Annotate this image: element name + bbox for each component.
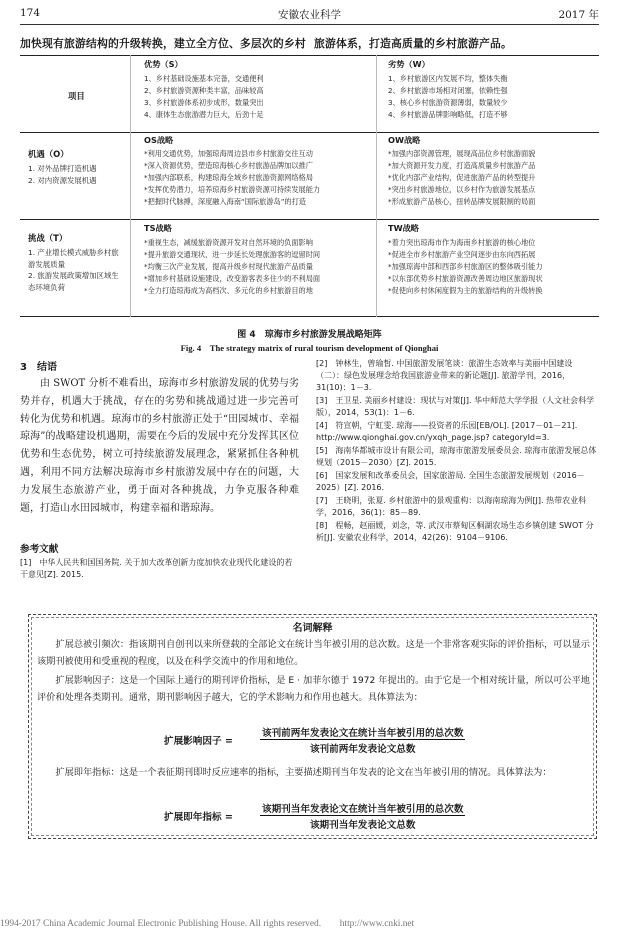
threats-list (28, 247, 126, 293)
reference-item: [5] 海南华都城市设计有限公司，琼海市旅游发展委员会. 琼海市旅游发展总体规划（2015－2030）[Z]. 2015. (316, 446, 597, 468)
list-item: 2. 对内资源发展机遇 (28, 175, 97, 185)
list-item: *促使向乡村休闲度假为主的旅游结构的升级转换 (388, 286, 543, 295)
wo-strategy-title: OW战略 (388, 135, 421, 145)
list-item: *增加乡村基础设施建设，改变游客表多住少的不利局面 (144, 274, 321, 283)
list-item: 1、乡村旅游区内发展不均，整体失衡 (388, 74, 508, 83)
list-item: *全力打造琼海成为高档次、多元化的乡村旅游目的地 (144, 286, 313, 295)
list-item: *把握时代脉搏，深度融入海南“国际旅游岛”的打造 (144, 197, 306, 206)
opportunities-list (28, 163, 126, 186)
journal-year: 2017 年 (558, 9, 599, 21)
reference-item: [6] 国家发展和改革委员会，国家旅游局. 全国生态旅游发展规划（2016－2025）[Z]. 2016. (316, 471, 585, 493)
list-item: *加大资源开发力度，打造高质量乡村旅游产品 (388, 161, 536, 170)
matrix-rule-2 (20, 219, 599, 220)
strategy-matrix (20, 55, 599, 317)
conclusion-paragraph: 由 SWOT 分析不难看出，琼海市乡村旅游发展的优势与劣势并存，机遇大于挑战，存在的劣势和挑战通过进一步完善可转化为优势和机遇。琼海市的乡村旅游正处于“田园城市、幸福琼海”的战略建设机遇期，需要在今后的发展中充分发挥其区位优势和生态优势，树立可持续旅游发展理念，紧紧抓住各种机遇，利用不同方法解决琼海市乡村旅游发展中存在的问题，大力发展生态旅游产业，勇于面对各种挑战，力争克服各种难题，打造山水田园城市，构建幸福和谐琼海。 (20, 378, 299, 514)
glossary-immediacy: 扩展即年指标：这是一个表征期刊即时反应速率的指标，主要描述期刊当年发表的论文在当年被引用的情况。具体算法为： (55, 767, 552, 778)
glossary-box (28, 614, 597, 839)
wo-strategy-list (388, 148, 535, 208)
list-item: 4、乡村旅游品牌影响略低，打造不够 (388, 110, 508, 119)
list-item: *发挥优势潜力，培养琼海乡村旅游资源可持续发展能力 (144, 185, 321, 194)
continuation-left: 加快现有旅游结构的升级转换，建立全方位、多层次的乡村 (20, 37, 306, 50)
list-item: 2、乡村旅游资源种类丰富，品味较高 (144, 86, 264, 95)
list-item: *加强内部联系，构建琼海全域乡村旅游资源网络格局 (144, 173, 313, 182)
formula-fraction (260, 801, 465, 831)
st-strategy-title: TS战略 (144, 223, 172, 233)
glossary-total-cites: 扩展总被引频次：指该期刊自创刊以来所登载的全部论文在统计当年被引用的总次数。这是一个非常客观实际的评价指标，可以显示该期刊被使用和受重视的程度，以及在科学交流中的作用和地位。 (37, 639, 590, 667)
list-item: *促进全市乡村旅游产业空间逐步由东向西拓展 (388, 250, 536, 259)
wt-strategy-title: TW战略 (388, 223, 419, 233)
list-item: 4、康体生态旅游潜力巨大，后劲十足 (144, 110, 264, 119)
running-header (20, 7, 599, 23)
reference-item: [8] 程畅，赵丽媛，刘念，等. 武汉市蔡甸区桐湖农场生态乡镇创建 SWOT 分析[J]. 安徽农业科学，2014，42(26)：9104－9106. (316, 521, 594, 543)
formula-lhs: 扩展影响因子 = (164, 736, 233, 747)
impact-factor-formula (164, 725, 494, 757)
list-item: *利用交通优势，加强琼海周边县市乡村旅游交往互动 (144, 149, 313, 158)
glossary-title: 名词解释 (292, 623, 333, 634)
matrix-top-rule (20, 55, 599, 56)
page-number: 174 (20, 7, 41, 19)
list-item: *优化内部产业结构，促进旅游产品的转型提升 (388, 173, 536, 182)
list-item: *加强内部资源管理，展现高品位乡村旅游面貌 (388, 149, 536, 158)
list-item: *以东部优势乡村旅游资源改善周边地区旅游现状 (388, 274, 543, 283)
st-strategy-list (144, 237, 320, 297)
list-item: *均衡三次产业发展，提高升级乡村现代旅游产品质量 (144, 262, 313, 271)
header-rule (20, 24, 599, 25)
list-item: 3、核心乡村旅游资源薄弱，数量较少 (388, 98, 508, 107)
reference-item: [1] 中华人民共和国国务院. 关于加大改革创新力度加快农业现代化建设的若干意见[Z]. 2015. (20, 558, 293, 580)
list-item: 2. 旅游发展政策增加区域生态环境负荷 (28, 271, 119, 292)
list-item: *重视生态，减缓旅游资源开发对自然环境的负面影响 (144, 238, 313, 247)
list-item: 2、乡村旅游市场相对闭塞，依赖性强 (388, 86, 508, 95)
figure-caption-cn: 图 4 琼海市乡村旅游发展战略矩阵 (237, 330, 382, 340)
formula-numerator: 该刊前两年发表论文在统计当年被引用的总次数 (260, 725, 465, 740)
strengths-list (144, 73, 264, 121)
matrix-vrule-2 (376, 55, 377, 317)
matrix-rule-1 (20, 132, 599, 133)
weaknesses-list (388, 73, 508, 121)
list-item: 3、乡村旅游体系初步成形，数量突出 (144, 98, 264, 107)
matrix-item-label: 项目 (68, 91, 85, 101)
figure-caption-en: Fig. 4 The strategy matrix of rural tourism development of Qionghai (180, 343, 439, 353)
list-item: *形成旅游产品核心，扭转品牌发展限制的局面 (388, 197, 536, 206)
section-heading: 3 结语 (20, 362, 57, 373)
copyright-footer: 1994-2017 China Academic Journal Electronic Publishing House. All rights reserved. http://www.cnki.net (0, 919, 415, 929)
strengths-title: 优势（S） (144, 59, 183, 69)
list-item: *着力突出琼海市作为海南乡村旅游的核心地位 (388, 238, 536, 247)
so-strategy-title: OS战略 (144, 135, 174, 145)
list-item: *深入资源优势，塑造琼海核心乡村旅游品牌加以推广 (144, 161, 313, 170)
formula-numerator: 该期刊当年发表论文在统计当年被引用的总次数 (260, 801, 465, 816)
threats-title: 挑战（T） (28, 233, 68, 243)
list-item: 1、乡村基础设施基本完备，交通便利 (144, 74, 264, 83)
immediacy-formula (164, 801, 494, 833)
list-item: *加强琼海中部和西部乡村旅游区的整体吸引能力 (388, 262, 543, 271)
weaknesses-title: 劣势（W） (388, 59, 430, 69)
list-item: 1. 产业增长模式威胁乡村旅游发展质量 (28, 248, 119, 269)
reference-item: [7] 王晓明，张夏. 乡村旅游中的景观重构：以海南琼海为例[J]. 热带农业科学，2016，36(1)：85－89. (316, 496, 587, 518)
list-item: 1. 对外品牌打造机遇 (28, 164, 97, 173)
wt-strategy-list (388, 237, 543, 297)
glossary-impact-factor: 扩展影响因子：这是一个国际上通行的期刊评价指标，是 E · 加菲尔德于 1972 年提出的。由于它是一个相对统计量，所以可公平地评价和处理各类期刊。通常，期刊影响因子越大，它的学术影响力和作用也越大。具体算法为： (37, 675, 590, 703)
formula-fraction (260, 725, 465, 755)
so-strategy-list (144, 148, 320, 208)
formula-lhs: 扩展即年指标 = (164, 812, 233, 823)
list-item: *提升旅游交通现状，进一步延长处理旅游客的逗留时间 (144, 250, 321, 259)
continuation-right: 旅游体系，打造高质量的乡村旅游产品。 (314, 37, 512, 50)
matrix-bottom-rule (20, 316, 599, 317)
opportunities-title: 机遇（O） (28, 149, 69, 159)
matrix-vrule-1 (130, 55, 131, 317)
reference-item: [3] 王卫星. 美丽乡村建设：现状与对策[J]. 华中师范大学学报（人文社会科学版），2014，53(1)：1－6. (316, 396, 595, 418)
formula-denominator: 该刊前两年发表论文总数 (309, 744, 416, 755)
formula-denominator: 该期刊当年发表论文总数 (309, 820, 416, 831)
list-item: *突出乡村旅游地位，以乡村作为旅游发展基点 (388, 185, 536, 194)
journal-name: 安徽农业科学 (278, 9, 341, 21)
references-heading: 参考文献 (20, 544, 59, 555)
reference-item: [4] 符宣朝，宁虹雯. 琼海——投资者的乐园[EB/OL]. [2017－01－21]. http://www.qionghai.gov.cn/yxqh_page.jsp? categoryId=3. (316, 421, 578, 443)
reference-item: [2] 钟林生，曾瑜皙. 中国旅游发展笔谈：旅游生态效率与美丽中国建设（二）：绿色发展理念给我国旅游业带来的新论题[J]. 旅游学刊，2016，31(10)：1－3. (316, 359, 573, 393)
